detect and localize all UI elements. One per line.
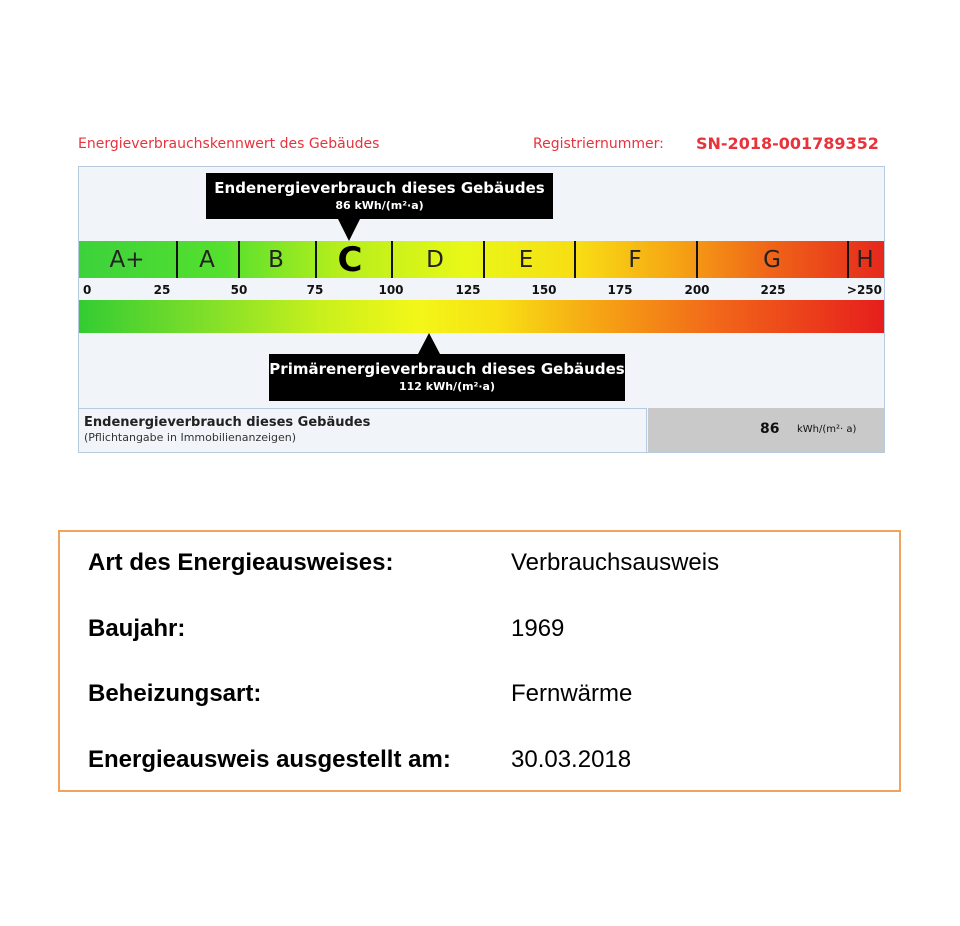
class-b: B	[268, 247, 284, 273]
detail-value: 30.03.2018	[511, 746, 632, 773]
energy-gradient-bar	[79, 300, 884, 333]
energy-label-title: Energieverbrauchskennwert des Gebäudes	[78, 136, 380, 152]
scale-tick: 100	[378, 283, 404, 297]
detail-label: Beheizungsart:	[88, 680, 262, 707]
end-energy-callout-label: Endenergieverbrauch dieses Gebäudes	[214, 179, 545, 197]
scale-tick: 75	[306, 283, 324, 297]
end-energy-callout	[206, 173, 553, 219]
scale-tick: 50	[230, 283, 248, 297]
detail-label: Baujahr:	[88, 615, 186, 642]
registration-number: SN-2018-001789352	[696, 134, 879, 153]
class-divider	[315, 241, 317, 278]
class-a-plus: A+	[109, 247, 145, 273]
energy-label-panel	[78, 166, 885, 453]
primary-energy-callout-value: 112 kWh/(m²·a)	[398, 380, 496, 393]
primary-energy-callout-label: Primärenergieverbrauch dieses Gebäudes	[269, 360, 625, 378]
end-energy-value-box	[648, 408, 884, 452]
class-divider	[696, 241, 698, 278]
class-d: D	[426, 247, 444, 273]
detail-value: Verbrauchsausweis	[511, 549, 720, 576]
primary-energy-pointer-icon	[418, 333, 440, 354]
class-e: E	[518, 247, 534, 273]
scale-tick: 200	[684, 283, 710, 297]
class-divider	[483, 241, 485, 278]
end-energy-value: 86	[760, 421, 780, 437]
detail-value: Fernwärme	[511, 680, 633, 707]
end-energy-info-note: (Pflichtangabe in Immobilienanzeigen)	[84, 431, 297, 444]
primary-energy-callout	[269, 354, 625, 401]
class-g: G	[763, 247, 781, 273]
scale-tick: 225	[760, 283, 786, 297]
end-energy-info-title: Endenergieverbrauch dieses Gebäudes	[84, 415, 371, 430]
end-energy-unit: kWh/(m²· a)	[797, 424, 857, 435]
scale-tick: 125	[455, 283, 481, 297]
scale-tick: 25	[153, 283, 171, 297]
class-divider	[176, 241, 178, 278]
class-c-active: C	[337, 240, 363, 280]
end-energy-pointer-icon	[338, 219, 360, 241]
class-divider	[391, 241, 393, 278]
class-f: F	[628, 247, 642, 273]
scale-tick: 150	[531, 283, 557, 297]
scale-tick: 0	[83, 283, 92, 297]
detail-label: Energieausweis ausgestellt am:	[88, 746, 451, 773]
detail-label: Art des Energieausweises:	[88, 549, 394, 576]
detail-value: 1969	[511, 615, 565, 642]
class-a: A	[199, 247, 215, 273]
registration-label: Registriernummer:	[533, 136, 664, 152]
energy-class-scale	[79, 241, 884, 278]
scale-tick: 175	[607, 283, 633, 297]
class-divider	[847, 241, 849, 278]
scale-tick: >250	[846, 283, 882, 297]
end-energy-callout-value: 86 kWh/(m²·a)	[335, 199, 424, 212]
class-h: H	[856, 247, 874, 273]
class-divider	[238, 241, 240, 278]
energy-certificate-details	[58, 530, 901, 792]
end-energy-info	[79, 408, 647, 452]
class-divider	[574, 241, 576, 278]
